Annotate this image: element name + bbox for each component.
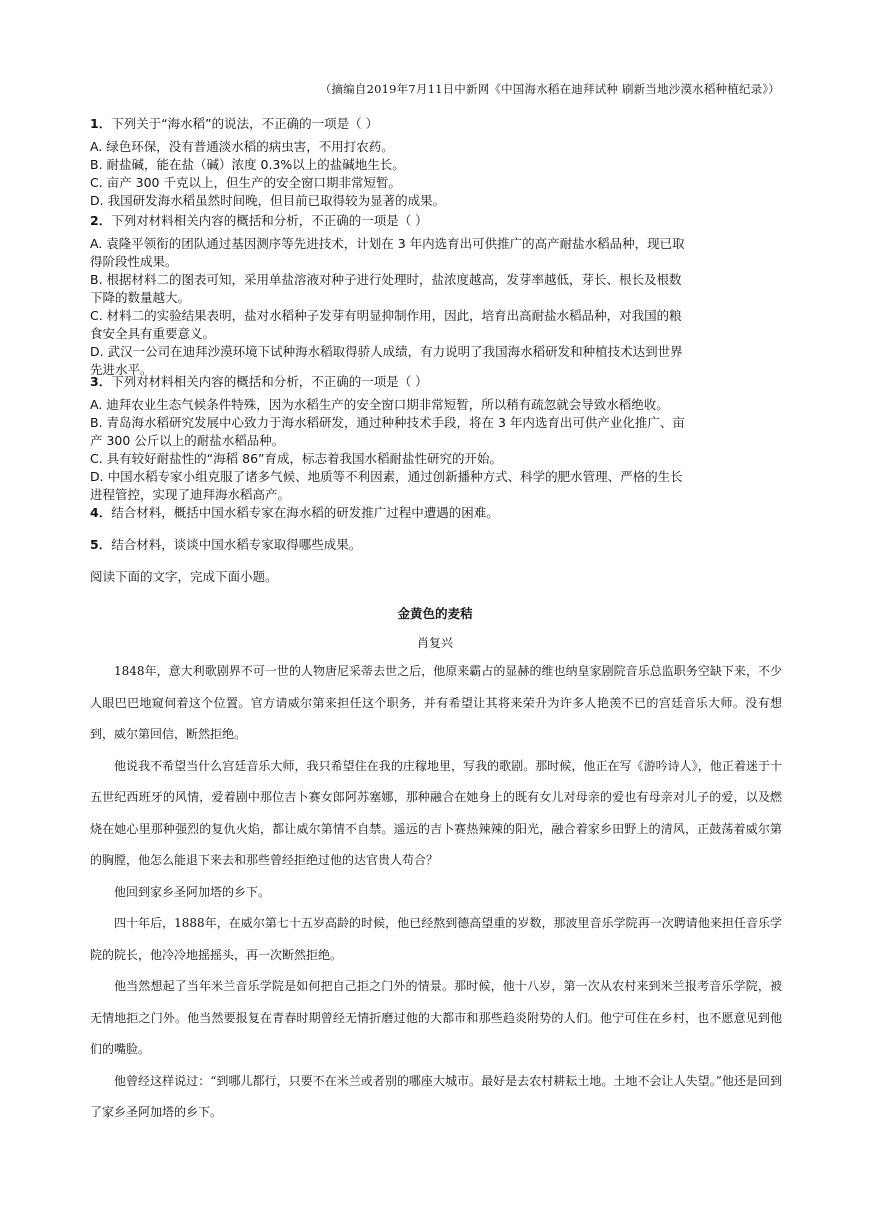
question-stem xyxy=(90,211,690,231)
article-paragraph: 四十年后，1888年，在威尔第七十五岁高龄的时候，他已经熬到德高望重的岁数，那波里音乐学院再一次聘请他来担任音乐学院的院长，他冷冷地摇摇头，再一次断然拒绝。 xyxy=(90,916,782,962)
question-text: 下列对材料相关内容的概括和分析，不正确的一项是（ ） xyxy=(111,213,428,228)
article-paragraph: 1848年，意大利歌剧界不可一世的人物唐尼采蒂去世之后，他原来霸占的显赫的维也纳皇家剧院音乐总监职务空缺下来，不少人眼巴巴地窥伺着这个位置。官方请威尔第来担任这个职务，并有希望让其将来荣升为许多人艳羡不已的宫廷音乐大师。没有想到，威尔第回信，断然拒绝。 xyxy=(90,664,782,741)
option-d: D. 我国研发海水稻虽然时间晚，但目前已取得较为显著的成果。 xyxy=(90,193,446,208)
article-paragraph: 他回到家乡圣阿加塔的乡下。 xyxy=(114,884,271,899)
option-a: A. 袁隆平领衔的团队通过基因测序等先进技术，计划在 3 年内选育出可供推广的高产耐盐水稻品种，现已取得阶段性成果。 xyxy=(90,236,685,269)
article-author: 肖复兴 xyxy=(416,636,453,650)
option-d: D. 武汉一公司在迪拜沙漠环境下试种海水稻取得骄人成绩，有力说明了我国海水稻研发和种植技术达到世界先进水平。 xyxy=(90,344,683,377)
option-c: C. 具有较好耐盐性的“海稻 86”育成，标志着我国水稻耐盐性研究的开始。 xyxy=(90,451,503,466)
source-citation: （摘编自2019年7月11日中新网《中国海水稻在迪拜试种 刷新当地沙漠水稻种植纪录》） xyxy=(319,82,780,96)
question-number: 4． xyxy=(90,505,112,520)
question-3 xyxy=(90,372,690,504)
option-d: D. 中国水稻专家小组克服了诸多气候、地质等不利因素，通过创新播种方式、科学的肥水管理、严格的生长进程管控，实现了迪拜海水稻高产。 xyxy=(90,469,683,502)
question-stem xyxy=(90,114,690,134)
article-paragraph: 他说我不希望当什么宫廷音乐大师，我只希望住在我的庄稼地里，写我的歌剧。那时候，他正在写《游吟诗人》，他正着迷于十五世纪西班牙的风情，爱着剧中那位吉卜赛女郎阿苏塞娜，那种融合在她身上的既有女儿对母亲的爱也有母亲对儿子的爱，以及燃烧在她心里那种强烈的复仇火焰，都让威尔第情不自禁。遥远的吉卜赛热辣辣的阳光，融合着家乡田野上的清风，正鼓荡着威尔第的胸膛，他怎么能退下来去和那些曾经拒绝过他的达官贵人苟合？ xyxy=(90,758,782,867)
question-5 xyxy=(90,535,361,555)
option-c: C. 亩产 300 千克以上，但生产的安全窗口期非常短暂。 xyxy=(90,175,401,190)
option-b: B. 根据材料二的图表可知，采用单盐溶液对种子进行处理时，盐浓度越高，发芽率越低，芽长、根长及根数下降的数量越大。 xyxy=(90,272,682,305)
question-number: 1． xyxy=(90,116,112,131)
question-text: 下列对材料相关内容的概括和分析，不正确的一项是（ ） xyxy=(111,374,428,389)
article-body xyxy=(90,656,782,1129)
article-title: 金黄色的麦秸 xyxy=(397,606,473,621)
question-text: 结合材料，谈谈中国水稻专家取得哪些成果。 xyxy=(111,537,362,552)
option-a: A. 迪拜农业生态气候条件特殊，因为水稻生产的安全窗口期非常短暂，所以稍有疏忽就会导致水稻绝收。 xyxy=(90,397,669,412)
option-b: B. 青岛海水稻研究发展中心致力于海水稻研发，通过种种技术手段，将在 3 年内选育出可供产业化推广、亩产 300 公斤以上的耐盐水稻品种。 xyxy=(90,415,685,448)
question-2 xyxy=(90,211,690,379)
article-paragraph: 他曾经这样说过：“到哪儿都行，只要不在米兰或者别的哪座大城市。最好是去农村耕耘土地。土地不会让人失望。”他还是回到了家乡圣阿加塔的乡下。 xyxy=(90,1073,782,1119)
reading-instruction: 阅读下面的文字，完成下面小题。 xyxy=(90,569,278,584)
question-stem xyxy=(90,372,690,392)
question-1 xyxy=(90,114,690,210)
option-b: B. 耐盐碱，能在盐（碱）浓度 0.3%以上的盐碱地生长。 xyxy=(90,157,405,172)
option-a: A. 绿色环保，没有普通淡水稻的病虫害，不用打农药。 xyxy=(90,139,394,154)
question-number: 5． xyxy=(90,537,112,552)
question-number: 3． xyxy=(90,374,112,389)
question-4 xyxy=(90,503,499,523)
question-text: 下列关于“海水稻”的说法，不正确的一项是（ ） xyxy=(111,116,379,131)
article-paragraph: 他当然想起了当年米兰音乐学院是如何把自己拒之门外的情景。那时候，他十八岁，第一次从农村来到米兰报考音乐学院，被无情地拒之门外。他当然要报复在青春时期曾经无情折磨过他的大都市和那些趋炎附势的人们。他宁可住在乡村，也不愿意见到他们的嘴脸。 xyxy=(90,979,782,1056)
option-c: C. 材料二的实验结果表明，盐对水稻种子发芽有明显抑制作用，因此，培育出高耐盐水稻品种，对我国的粮食安全具有重要意义。 xyxy=(90,308,682,341)
question-number: 2． xyxy=(90,213,112,228)
question-text: 结合材料，概括中国水稻专家在海水稻的研发推广过程中遭遇的困难。 xyxy=(111,505,499,520)
